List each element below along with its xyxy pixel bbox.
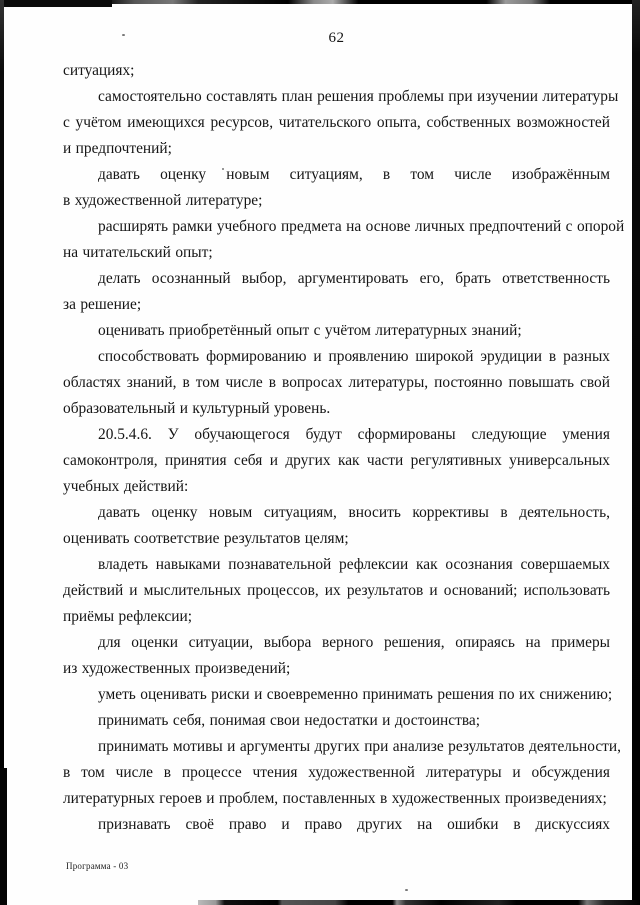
scan-speck	[405, 889, 408, 891]
scan-edge-bottom	[198, 900, 640, 905]
scan-edge-top-left	[0, 0, 112, 7]
text-line: в художественной литературе;	[63, 192, 263, 209]
text-line: оценивать соответствие результатов целям;	[63, 530, 349, 547]
text-line: способствовать формированию и проявлению широкой эрудиции в разных	[98, 348, 610, 365]
text-line: принимать мотивы и аргументы других при анализе результатов деятельности,	[98, 738, 621, 755]
text-line: ситуациях;	[63, 62, 135, 79]
text-line: для оценки ситуации, выбора верного решения, опираясь на примеры	[98, 634, 610, 651]
footer-label: Программа - 03	[66, 861, 129, 871]
text-line: за решение;	[63, 296, 142, 313]
text-line: расширять рамки учебного предмета на основе личных предпочтений с опорой	[98, 218, 625, 235]
text-line: самостоятельно составлять план решения проблемы при изучении литературы	[98, 88, 619, 105]
text-line: в том числе в процессе чтения художественной литературы и обсуждения	[63, 764, 610, 781]
scan-edge-left-bottom	[0, 768, 7, 905]
text-line: приёмы рефлексии;	[63, 608, 193, 625]
page-number: 62	[328, 30, 345, 46]
scan-edge-right	[632, 0, 640, 905]
text-line: 20.5.4.6. У обучающегося будут сформированы следующие умения	[98, 426, 610, 443]
text-line: принимать себя, понимая свои недостатки и достоинства;	[98, 712, 481, 729]
text-line: самоконтроля, принятия себя и других как части регулятивных универсальных	[63, 452, 610, 469]
text-line: литературных героев и проблем, поставленных в художественных произведениях;	[63, 790, 607, 807]
text-line: уметь оценивать риски и своевременно принимать решения по их снижению;	[98, 686, 613, 703]
document-text-body	[63, 58, 625, 838]
text-line: областях знаний, в том числе в вопросах литературы, постоянно повышать свой	[63, 374, 610, 391]
text-line: образовательный и культурный уровень.	[63, 400, 331, 417]
text-line: давать оценку новым ситуациям, вносить коррективы в деятельность,	[98, 504, 610, 521]
text-line: действий и мыслительных процессов, их результатов и оснований; использовать	[63, 582, 610, 599]
text-line: владеть навыками познавательной рефлексии как осознания совершаемых	[98, 556, 610, 573]
text-line: делать осознанный выбор, аргументировать его, брать ответственность	[98, 270, 610, 287]
text-line: на читательский опыт;	[63, 244, 213, 261]
text-line: с учётом имеющихся ресурсов, читательского опыта, собственных возможностей	[63, 114, 610, 131]
text-line: и предпочтений;	[63, 140, 172, 157]
text-line: учебных действий:	[63, 478, 189, 495]
text-line: признавать своё право и право других на ошибки в дискуссиях	[98, 816, 610, 833]
text-line: оценивать приобретённый опыт с учётом литературных знаний;	[98, 322, 522, 339]
text-line: давать оценку новым ситуациям, в том числе изображённым	[98, 166, 610, 183]
text-line: из художественных произведений;	[63, 660, 291, 677]
